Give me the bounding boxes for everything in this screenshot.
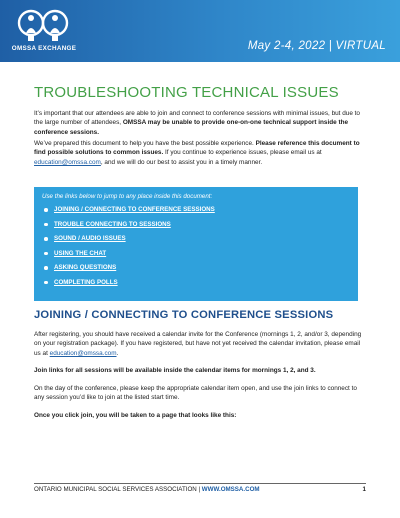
quick-link-asking-questions[interactable]: ASKING QUESTIONS bbox=[54, 263, 358, 278]
page-number: 1 bbox=[362, 486, 366, 493]
quick-links-intro: Use the links below to jump to any place inside this document: bbox=[42, 193, 213, 200]
quick-links-list bbox=[34, 205, 358, 293]
section-paragraph-2: Join links for all sessions will be available inside the calendar items for mornings 1, 2, and 3. bbox=[34, 367, 316, 374]
quick-link-using-chat[interactable]: USING THE CHAT bbox=[54, 249, 358, 264]
quick-link-trouble-connecting[interactable]: TROUBLE CONNECTING TO SESSIONS bbox=[54, 220, 358, 235]
section-title: JOINING / CONNECTING TO CONFERENCE SESSIONS bbox=[34, 309, 334, 321]
footer-url[interactable]: WWW.OMSSA.COM bbox=[201, 486, 260, 493]
page-header bbox=[0, 0, 400, 62]
logo-text: OMSSA EXCHANGE bbox=[11, 45, 77, 52]
page-title: TROUBLESHOOTING TECHNICAL ISSUES bbox=[34, 84, 339, 101]
footer-org: ONTARIO MUNICIPAL SOCIAL SERVICES ASSOCIATION | bbox=[34, 486, 202, 493]
section-paragraph-3: On the day of the conference, please keep the appropriate calendar item open, and use the join links to connect to any session you’d like to join at the listed start time. bbox=[34, 385, 357, 402]
quick-links-box bbox=[34, 187, 358, 301]
event-date: May 2-4, 2022 | VIRTUAL bbox=[247, 40, 386, 52]
section-paragraph-1: After registering, you should have received a calendar invite for the Conference (mornings 1, 2, and/or 3, depending on your registration package). If you have registered, but have not yet received the calendar invitation, please email us at education@omssa.com. bbox=[34, 331, 362, 357]
email-link[interactable]: education@omssa.com bbox=[34, 158, 101, 166]
intro-paragraph-2: We’ve prepared this document to help you have the best possible experience. Please reference this document to find possible solutions to common issues. If you continue to experience issues, please email us at education@omssa.com, and we will do our best to assist you in a timely manner. bbox=[34, 140, 360, 166]
section-paragraph-4: Once you click join, you will be taken to a page that looks like this: bbox=[34, 412, 237, 419]
email-link-2[interactable]: education@omssa.com bbox=[49, 349, 117, 357]
footer-divider bbox=[34, 483, 366, 484]
quick-link-sound-audio[interactable]: SOUND / AUDIO ISSUES bbox=[54, 234, 358, 249]
page-footer bbox=[34, 486, 366, 493]
intro-paragraph-1: It’s important that our attendees are able to join and connect to conference sessions with minimal issues, but due to the large number of attendees, OMSSA may be unable to provide one-on-one technical support inside the conference sessions. bbox=[34, 110, 360, 136]
quick-link-joining[interactable]: JOINING / CONNECTING TO CONFERENCE SESSIONS bbox=[54, 205, 358, 220]
quick-link-completing-polls[interactable]: COMPLETING POLLS bbox=[54, 278, 358, 293]
